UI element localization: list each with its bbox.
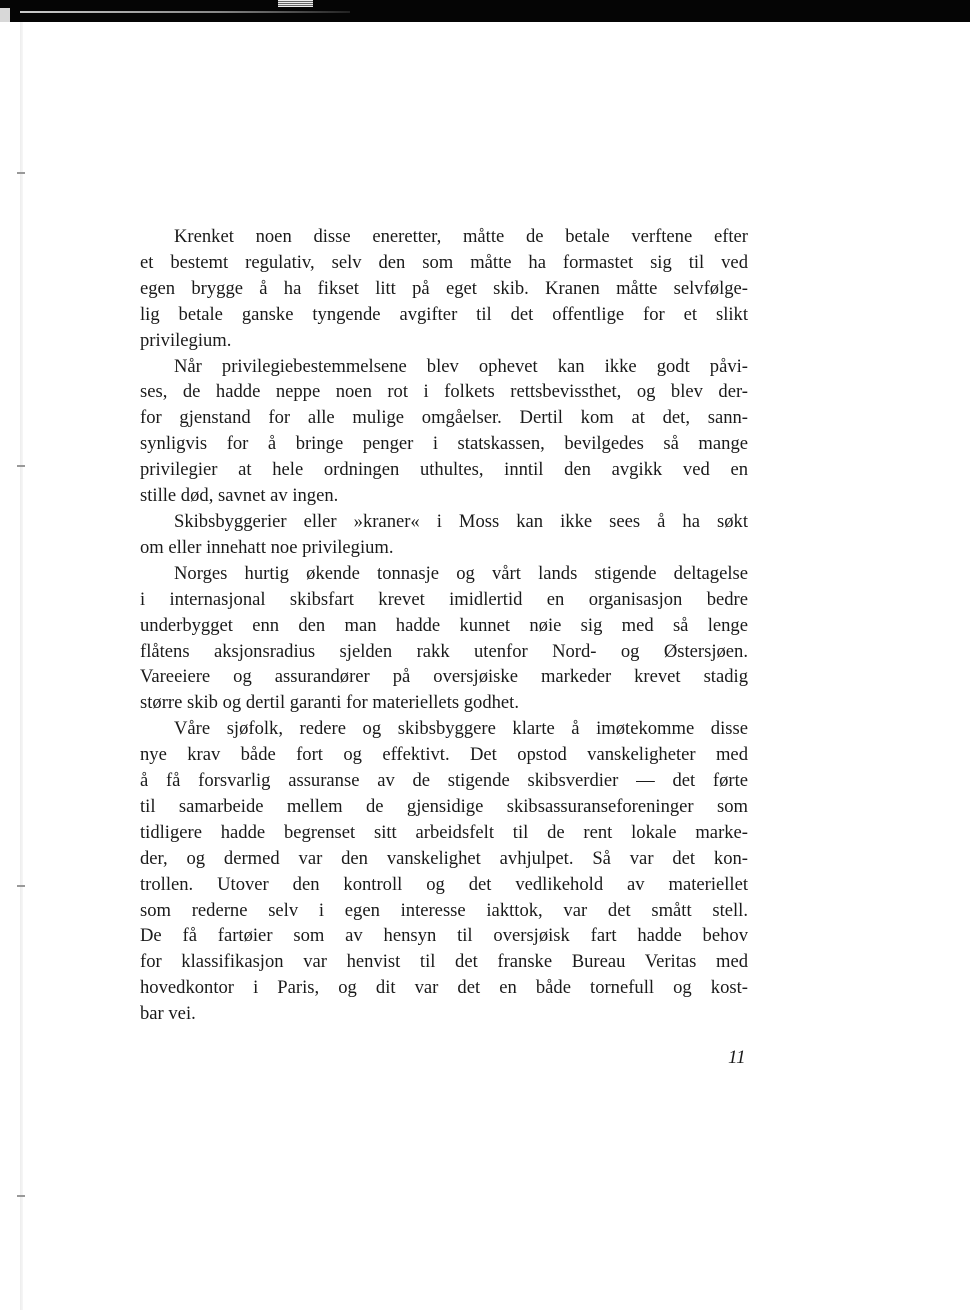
text-line: synligvis for å bringe penger i statskassen, bevilgedes så mange [140, 433, 748, 455]
text-line: som rederne selv i egen interesse iakttok, var det smått stell. [140, 899, 748, 921]
text-line: om eller innehatt noe privilegium. [140, 536, 394, 558]
text-line: til samarbeide mellem de gjensidige skibsassuranseforeninger som [140, 795, 748, 817]
text-line: stille død, savnet av ingen. [140, 485, 339, 507]
text-line: flåtens aksjonsradius sjelden rakk utenfor Nord- og Østersjøen. [140, 640, 748, 662]
text-line: hovedkontor i Paris, og dit var det en både tornefull og kost- [140, 977, 748, 999]
text-line: Krenket noen disse eneretter, måtte de betale verftene efter [174, 226, 748, 247]
text-line: å få forsvarlig assuranse av de stigende skibsverdier — det førte [140, 770, 748, 792]
scan-artifact [20, 11, 350, 13]
text-line: egen brygge å ha fikset litt på eget skib. Kranen måtte selvfølge- [140, 277, 748, 299]
scan-artifact [278, 0, 313, 7]
text-line: bar vei. [140, 1003, 196, 1025]
paragraph [140, 354, 748, 509]
text-line: nye krav både fort og effektivt. Det opstod vanskeligheter med [140, 744, 748, 766]
text-line: i internasjonal skibsfart krevet imidlertid en organisasjon bedre [140, 588, 748, 610]
text-line: Skibsbyggerier eller »kraner« i Moss kan ikke sees å ha søkt [174, 510, 748, 532]
text-line: De få fartøier som av hensyn til oversjøisk fart hadde behov [140, 925, 748, 947]
text-line: større skib og dertil garanti for materiellets godhet. [140, 692, 519, 714]
body-text [140, 224, 748, 1027]
page-gutter [20, 22, 23, 1310]
text-line: for klassifikasjon var henvist til det franske Bureau Veritas med [140, 951, 748, 973]
scan-artifact [17, 172, 25, 174]
paragraph [140, 509, 748, 561]
text-line: underbygget enn den man hadde kunnet nøie sig med så lenge [140, 614, 748, 636]
text-line: Vareeiere og assurandører på oversjøiske markeder krevet stadig [140, 666, 748, 688]
text-line: privilegier at hele ordningen uthultes, inntil den avgikk ved en [140, 459, 748, 481]
text-line: der, og dermed var den vanskelighet avhjulpet. Så var det kon- [140, 847, 748, 869]
scan-artifact [0, 8, 10, 22]
text-line: lig betale ganske tyngende avgifter til det offentlige for et slikt [140, 303, 748, 325]
text-line: Norges hurtig økende tonnasje og vårt lands stigende deltagelse [174, 562, 748, 584]
text-line: Våre sjøfolk, redere og skibsbyggere klarte å imøtekomme disse [174, 718, 748, 740]
text-line: privilegium. [140, 329, 232, 351]
scan-border-top [0, 0, 970, 22]
text-line: tidligere hadde begrenset sitt arbeidsfelt til de rent lokale marke- [140, 821, 748, 843]
scan-artifact [17, 1195, 25, 1197]
paragraph [140, 716, 748, 1027]
paragraph [140, 561, 748, 716]
text-line: for gjenstand for alle mulige omgåelser. Dertil kom at det, sann- [140, 407, 748, 429]
paragraph [140, 224, 748, 354]
text-line: Når privilegiebestemmelsene blev ophevet kan ikke godt påvi- [174, 355, 748, 377]
scan-artifact [17, 885, 25, 887]
page-number: 11 [728, 1047, 746, 1068]
text-line: ses, de hadde neppe noen rot i folkets rettsbevissthet, og blev der- [140, 381, 748, 403]
scan-artifact [17, 465, 25, 467]
text-line: et bestemt regulativ, selv den som måtte ha formastet sig til ved [140, 251, 748, 273]
text-line: trollen. Utover den kontroll og det vedlikehold av materiellet [140, 873, 748, 895]
